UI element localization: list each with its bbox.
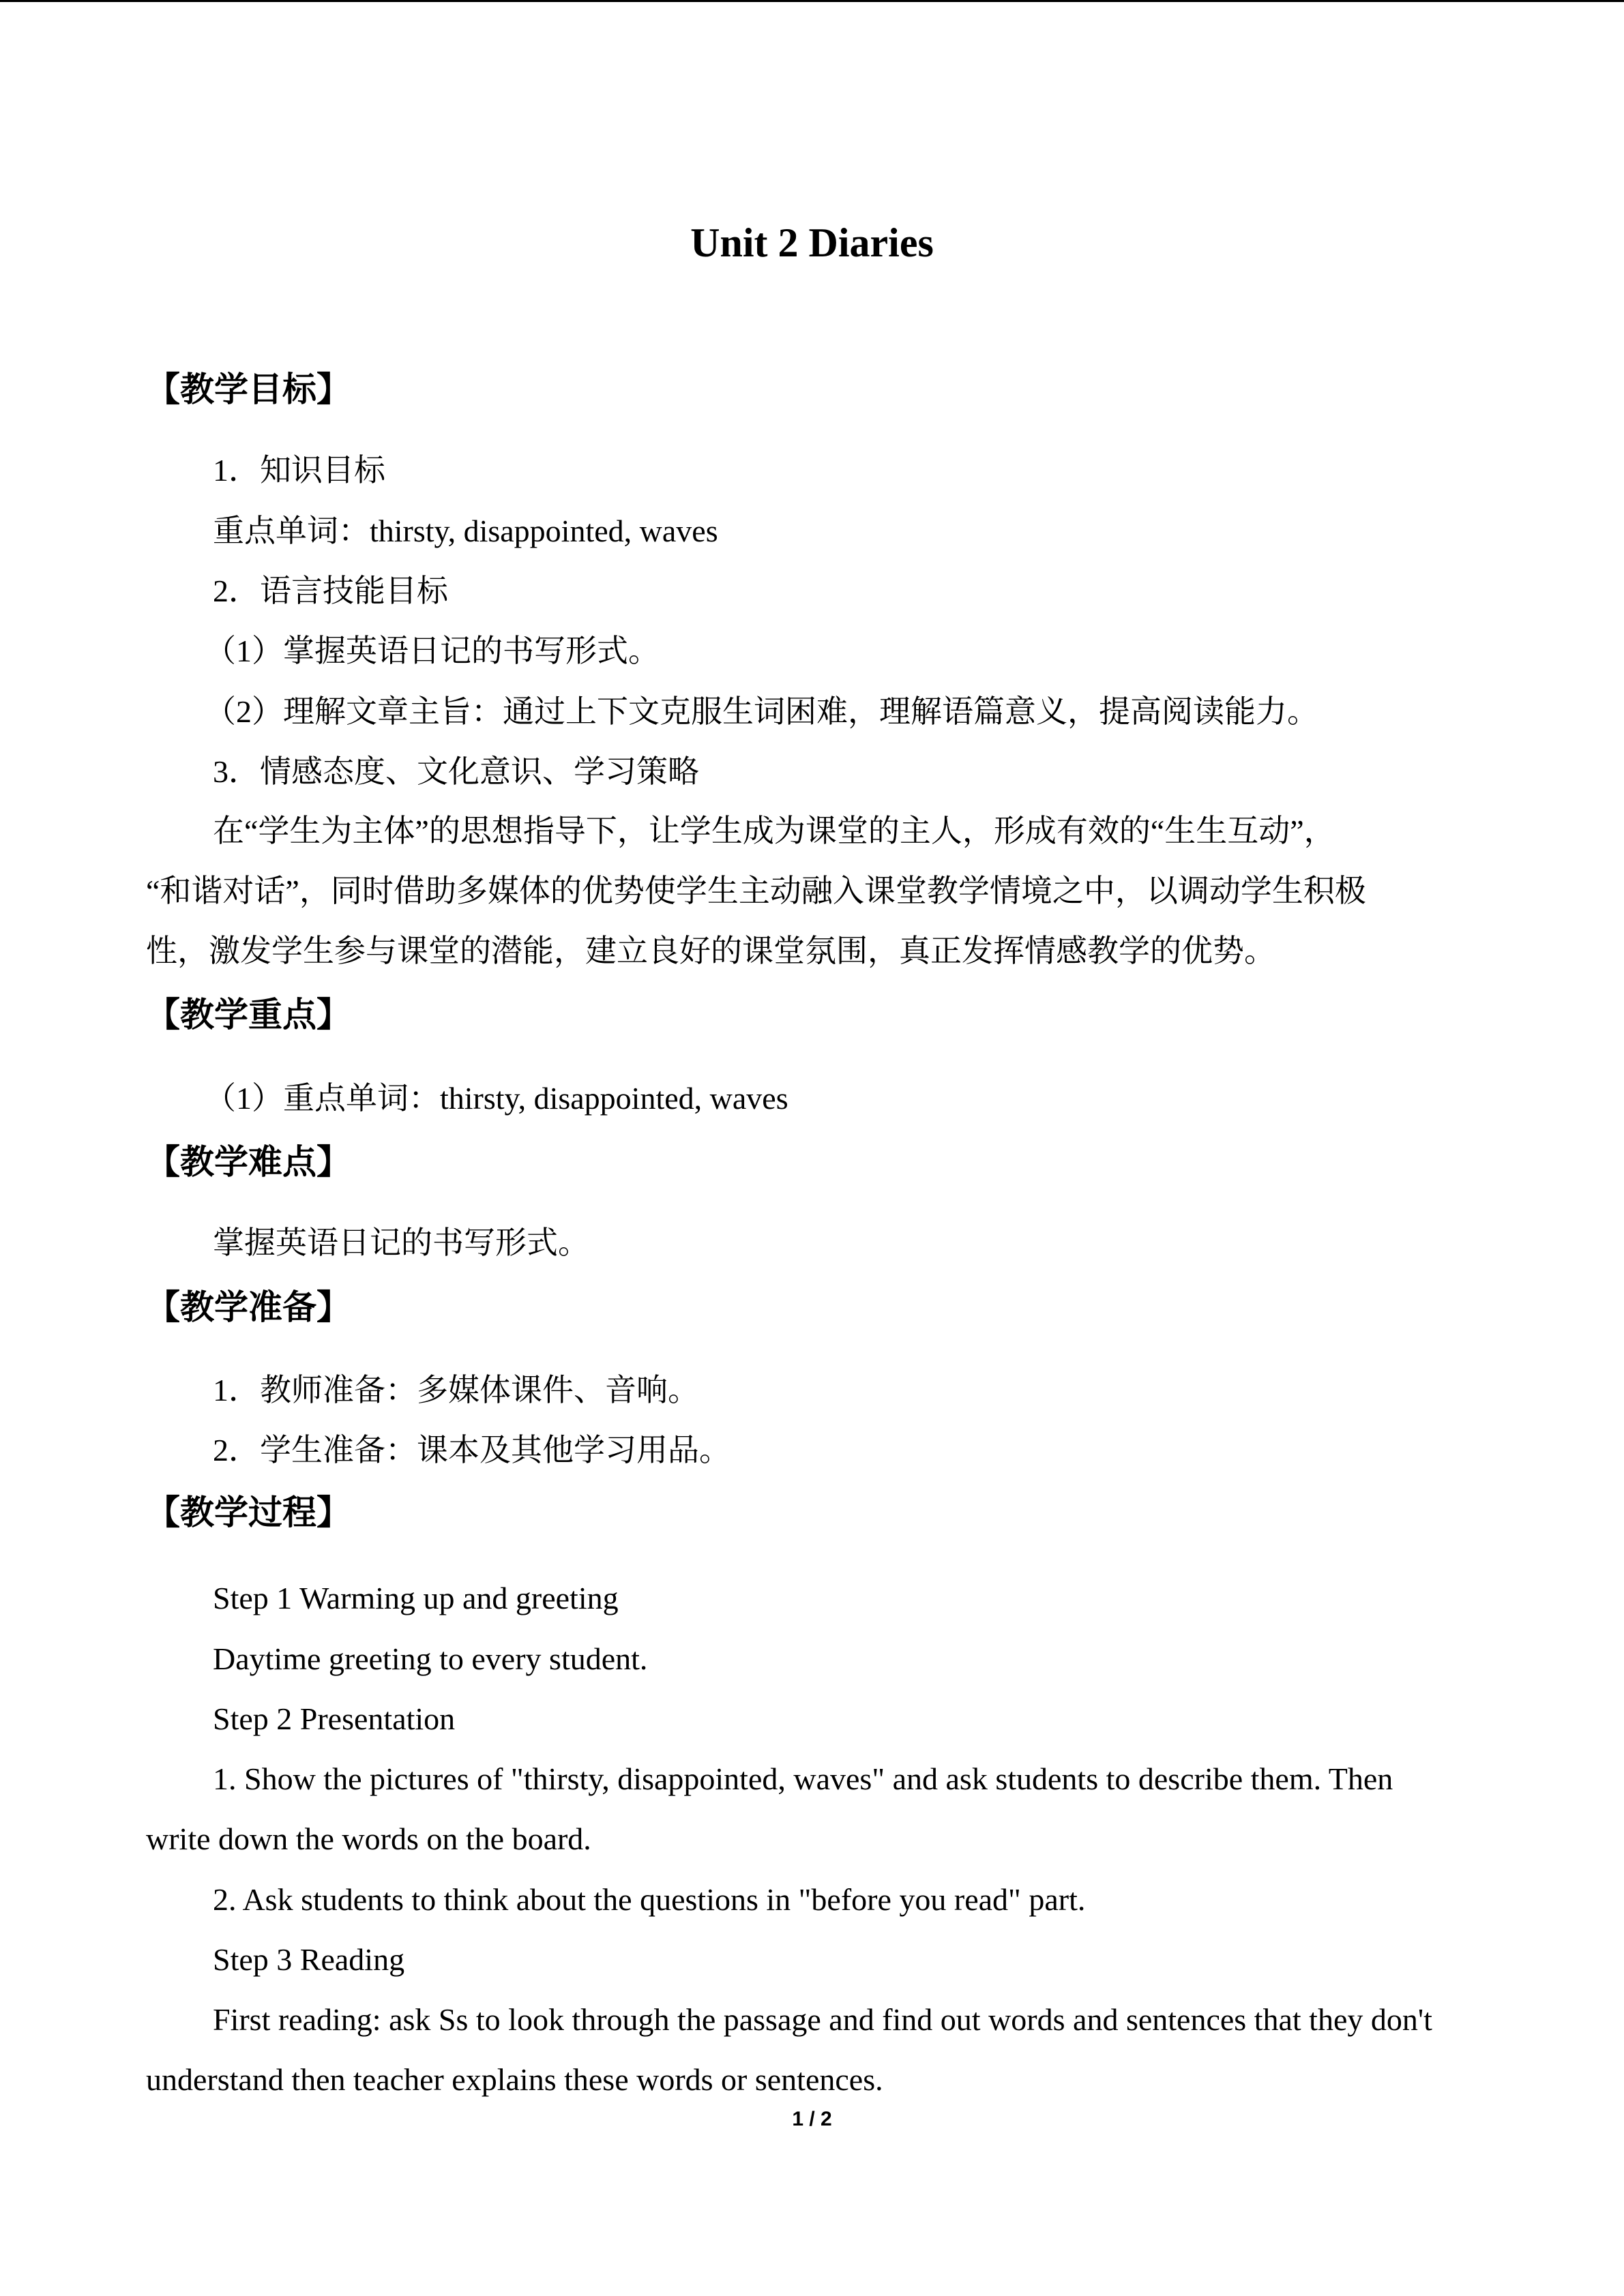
paragraph-line: 掌握英语日记的书写形式。 (213, 1225, 589, 1260)
paragraph-line: 3．情感态度、文化意识、学习策略 (213, 754, 699, 789)
section-heading-key-points: 【教学重点】 (146, 995, 351, 1034)
paragraph-line: write down the words on the board. (146, 1821, 591, 1856)
section-heading-difficulties: 【教学难点】 (146, 1142, 351, 1182)
paragraph-line: 1. Show the pictures of "thirsty, disappointed, waves" and ask students to describe them. Then (213, 1761, 1393, 1796)
paragraph-line: 1．教师准备：多媒体课件、音响。 (213, 1373, 699, 1407)
paragraph-line: Step 2 Presentation (213, 1701, 456, 1736)
section-heading-preparation: 【教学准备】 (146, 1287, 351, 1327)
paragraph-line: （1）掌握英语日记的书写形式。 (205, 633, 660, 668)
paragraph-line: Step 1 Warming up and greeting (213, 1581, 619, 1615)
document-title: Unit 2 Diaries (690, 220, 934, 265)
paragraph-line: 2．语言技能目标 (213, 573, 448, 608)
paragraph-line: 在“学生为主体”的思想指导下，让学生成为课堂的主人，形成有效的“生生互动”， (213, 814, 1335, 848)
paragraph-line: Step 3 Reading (213, 1942, 405, 1977)
paragraph-line: （1）重点单词：thirsty, disappointed, waves (205, 1081, 788, 1116)
paragraph-line: “和谐对话”，同时借助多媒体的优势使学生主动融入课堂教学情境之中，以调动学生积极 (146, 874, 1366, 908)
paragraph-line: Daytime greeting to every student. (213, 1641, 648, 1676)
paragraph-line: understand then teacher explains these words or sentences. (146, 2062, 883, 2097)
paragraph-line: 重点单词：thirsty, disappointed, waves (213, 513, 718, 548)
section-heading-process: 【教学过程】 (146, 1493, 351, 1532)
paragraph-line: 2．学生准备：课本及其他学习用品。 (213, 1433, 730, 1467)
paragraph-line: 性，激发学生参与课堂的潜能，建立良好的课堂氛围，真正发挥情感教学的优势。 (146, 934, 1275, 968)
page-number: 1 / 2 (792, 2108, 832, 2130)
paragraph-line: （2）理解文章主旨：通过上下文克服生词困难，理解语篇意义，提高阅读能力。 (205, 694, 1318, 729)
paragraph-line: First reading: ask Ss to look through the passage and find out words and sentences that they don't (213, 2002, 1432, 2037)
section-heading-objectives: 【教学目标】 (146, 370, 351, 409)
paragraph-line: 2. Ask students to think about the questions in "before you read" part. (213, 1882, 1086, 1917)
paragraph-line: 1．知识目标 (213, 453, 385, 488)
